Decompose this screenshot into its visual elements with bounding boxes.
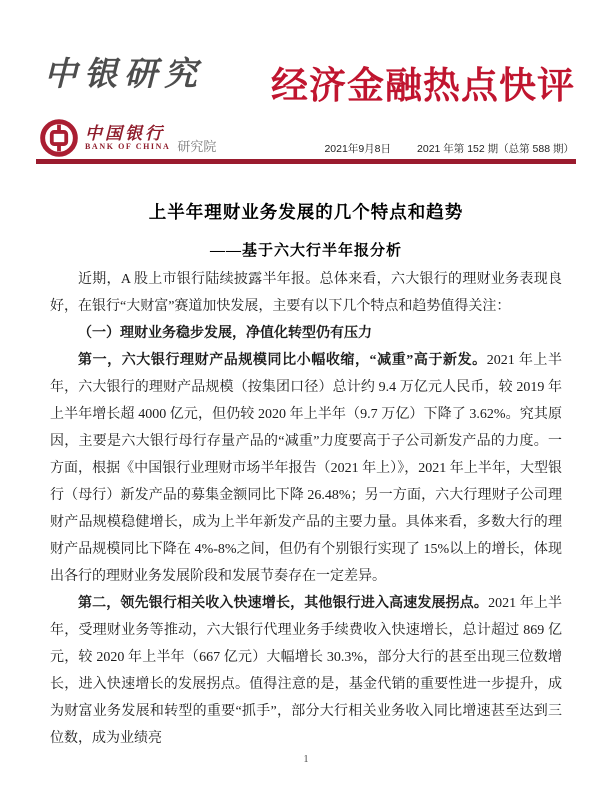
issue-line — [324, 141, 574, 156]
publication-title: 经济金融热点快评 — [271, 65, 575, 106]
bank-logo-row — [40, 119, 216, 157]
article-body — [50, 266, 562, 752]
bank-name-block — [85, 125, 170, 151]
section-heading: （一）理财业务稳步发展，净值化转型仍有压力 — [78, 326, 372, 341]
bank-name-cn: 中国银行 — [85, 123, 165, 143]
article-subtitle: ——基于六大行半年报分析 — [209, 243, 402, 259]
bank-of-china-logo-icon — [40, 119, 78, 157]
paragraph-lead: 第一，六大银行理财产品规模同比小幅收缩，“减重”高于新发。 — [78, 353, 487, 368]
body-paragraph: 第二，领先银行相关收入快速增长，其他银行进入高速发展拐点。2021 年上半年，受理财业务等推动，六大银行代理业务手续费收入快速增长，总计超过 869 亿元，较 2020 年上半年（667 亿元）大幅增长 30.3%，部分大行的甚至出现三位数增长，进入快速增长的发展拐点。值得注意的是，基金代销的重要性进一步提升，成为财富业务发展和转型的重要“抓手”，部分大行相关业务收入同比增速甚至达到三位数，成为业绩亮 — [50, 596, 562, 746]
body-paragraph: 近期，A 股上市银行陆续披露半年报。总体来看，六大银行的理财业务表现良好，在银行“大财富”赛道加快发展，主要有以下几个特点和趋势值得关注： — [50, 272, 562, 314]
article-title: 上半年理财业务发展的几个特点和趋势 — [148, 202, 464, 222]
body-paragraph: 第一，六大银行理财产品规模同比小幅收缩，“减重”高于新发。2021 年上半年，六大银行的理财产品规模（按集团口径）总计约 9.4 万亿元人民币，较 2019 年上半年增长超 4000 亿元，但仍较 2020 年上半年（9.7 万亿）下降了 3.62%。究其原因，主要是六大银行母行存量产品的“减重”力度要高于子公司新发产品的力度。一方面，根据《中国银行业理财市场半年报告（2021 年上）》，2021 年上半年，大型银行（母行）新发产品的募集金额同比下降 26.48%；另一方面，六大行理财子公司理财产品规模稳健增长，成为上半年新发产品的主要力量。具体来看，多数大行的理财产品规模同比下降在 4%-8%之间，但仍有个别银行实现了 15%以上的增长，体现出各行的理财业务发展阶段和发展节奏存在一定差异。 — [50, 353, 562, 584]
bank-department: 研究院 — [177, 139, 217, 154]
masthead-divider-rule — [36, 159, 576, 164]
paragraph-lead: 第二，领先银行相关收入快速增长，其他银行进入高速发展拐点。 — [78, 596, 489, 611]
page-number: 1 — [303, 754, 309, 765]
issue-number: 2021 年第 152 期（总第 588 期） — [417, 143, 574, 155]
brand-calligraphy: 中银研究 — [44, 54, 204, 93]
bank-name-en: BANK OF CHINA — [85, 141, 171, 151]
publication-date: 2021年9月8日 — [324, 143, 392, 155]
